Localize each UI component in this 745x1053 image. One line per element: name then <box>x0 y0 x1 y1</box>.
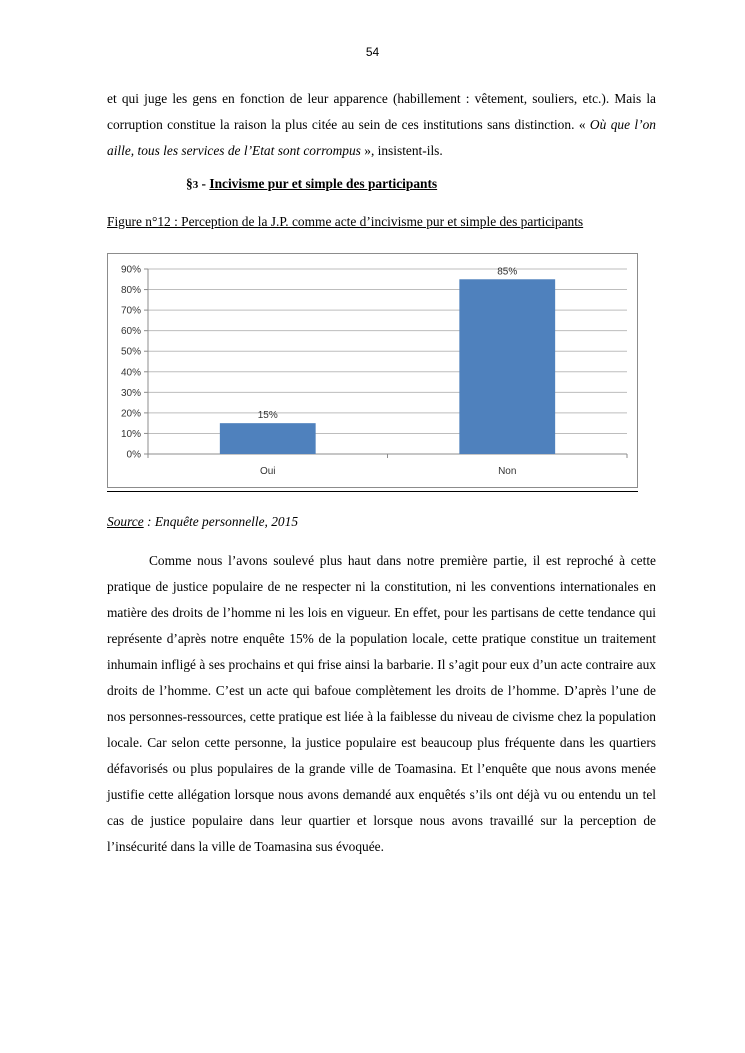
bar-oui <box>220 423 316 454</box>
y-tick-label: 60% <box>120 326 141 338</box>
paragraph-body: Comme nous l’avons soulevé plus haut dans notre première partie, il est reproché à cette pratique de justice populaire de ne respecter ni la constitution, ni les conventions internationales en matière des droits de l’homme ni les lois en vigueur. En effet, pour les partisans de cette tendance qui représente d’après notre enquête 15% de la population locale, cette pratique constitue un traitement inhumain infligé à ses prochains et qui frise ainsi la barbarie. Il s’agit pour eux d’un acte contraire aux droits de l’homme. C’est un acte qui bafoue complètement les droits de l’homme. D’après l’une de nos personnes-ressources, cette pratique est liée à la faiblesse du niveau de civisme chez la population locale. Car selon cette personne, la justice populaire est beaucoup plus fréquente dans les quartiers défavorisés ou plus populaires de la grande ville de Toamasina. Et l’enquête que nous avons menée justifie cette allégation lorsque nous avons demandé aux enquêtés s’ils ont déjà vu ou entendu un tel cas de justice populaire dans leur quartier et lorsque nous avons travaillé sur la perception de l’insécurité dans la ville de Toamasina sus évoquée. <box>107 553 656 854</box>
y-tick-label: 90% <box>120 264 141 276</box>
figure-caption: Figure n°12 : Perception de la J.P. comme acte d’incivisme pur et simple des participants <box>107 214 584 229</box>
source-label: Source <box>107 514 144 529</box>
section-title: Incivisme pur et simple des participants <box>209 176 438 191</box>
source-text: : Enquête personnelle, 2015 <box>143 514 299 529</box>
x-tick-label-non: Non <box>498 466 517 477</box>
section-heading <box>186 176 437 192</box>
y-tick-label: 10% <box>120 428 141 440</box>
quote-text: Où que l’on aille, tous les services de l’Etat sont corrompus <box>107 117 656 158</box>
source-line <box>107 514 298 530</box>
y-tick-label: 70% <box>120 305 141 317</box>
data-label-oui: 15% <box>257 410 278 422</box>
y-tick-label: 80% <box>120 285 141 297</box>
bar-non <box>459 279 555 454</box>
x-tick-label-oui: Oui <box>259 466 276 477</box>
y-tick-label: 40% <box>120 367 141 379</box>
y-tick-label: 30% <box>120 387 141 399</box>
section-symbol: § <box>186 176 193 191</box>
y-tick-label: 50% <box>120 346 141 358</box>
y-tick-label: 0% <box>126 449 141 461</box>
section-dash: - <box>198 176 210 191</box>
paragraph-intro-text-a: et qui juge les gens en fonction de leur apparence (habillement : vêtement, souliers, etc.). Mais la corruption constitue la raison la plus citée au sein de ces institutions sans distinction. « <box>107 91 656 132</box>
bar-chart <box>107 253 638 493</box>
section-number: 3 <box>192 179 199 191</box>
bar-chart-svg <box>107 253 638 493</box>
data-label-non: 85% <box>497 266 518 278</box>
paragraph-intro <box>107 86 656 164</box>
chart-frame <box>108 254 638 488</box>
y-tick-label: 20% <box>120 408 141 420</box>
page-number: 54 <box>365 45 380 59</box>
paragraph-intro-text-b: », insistent-ils. <box>360 143 443 158</box>
